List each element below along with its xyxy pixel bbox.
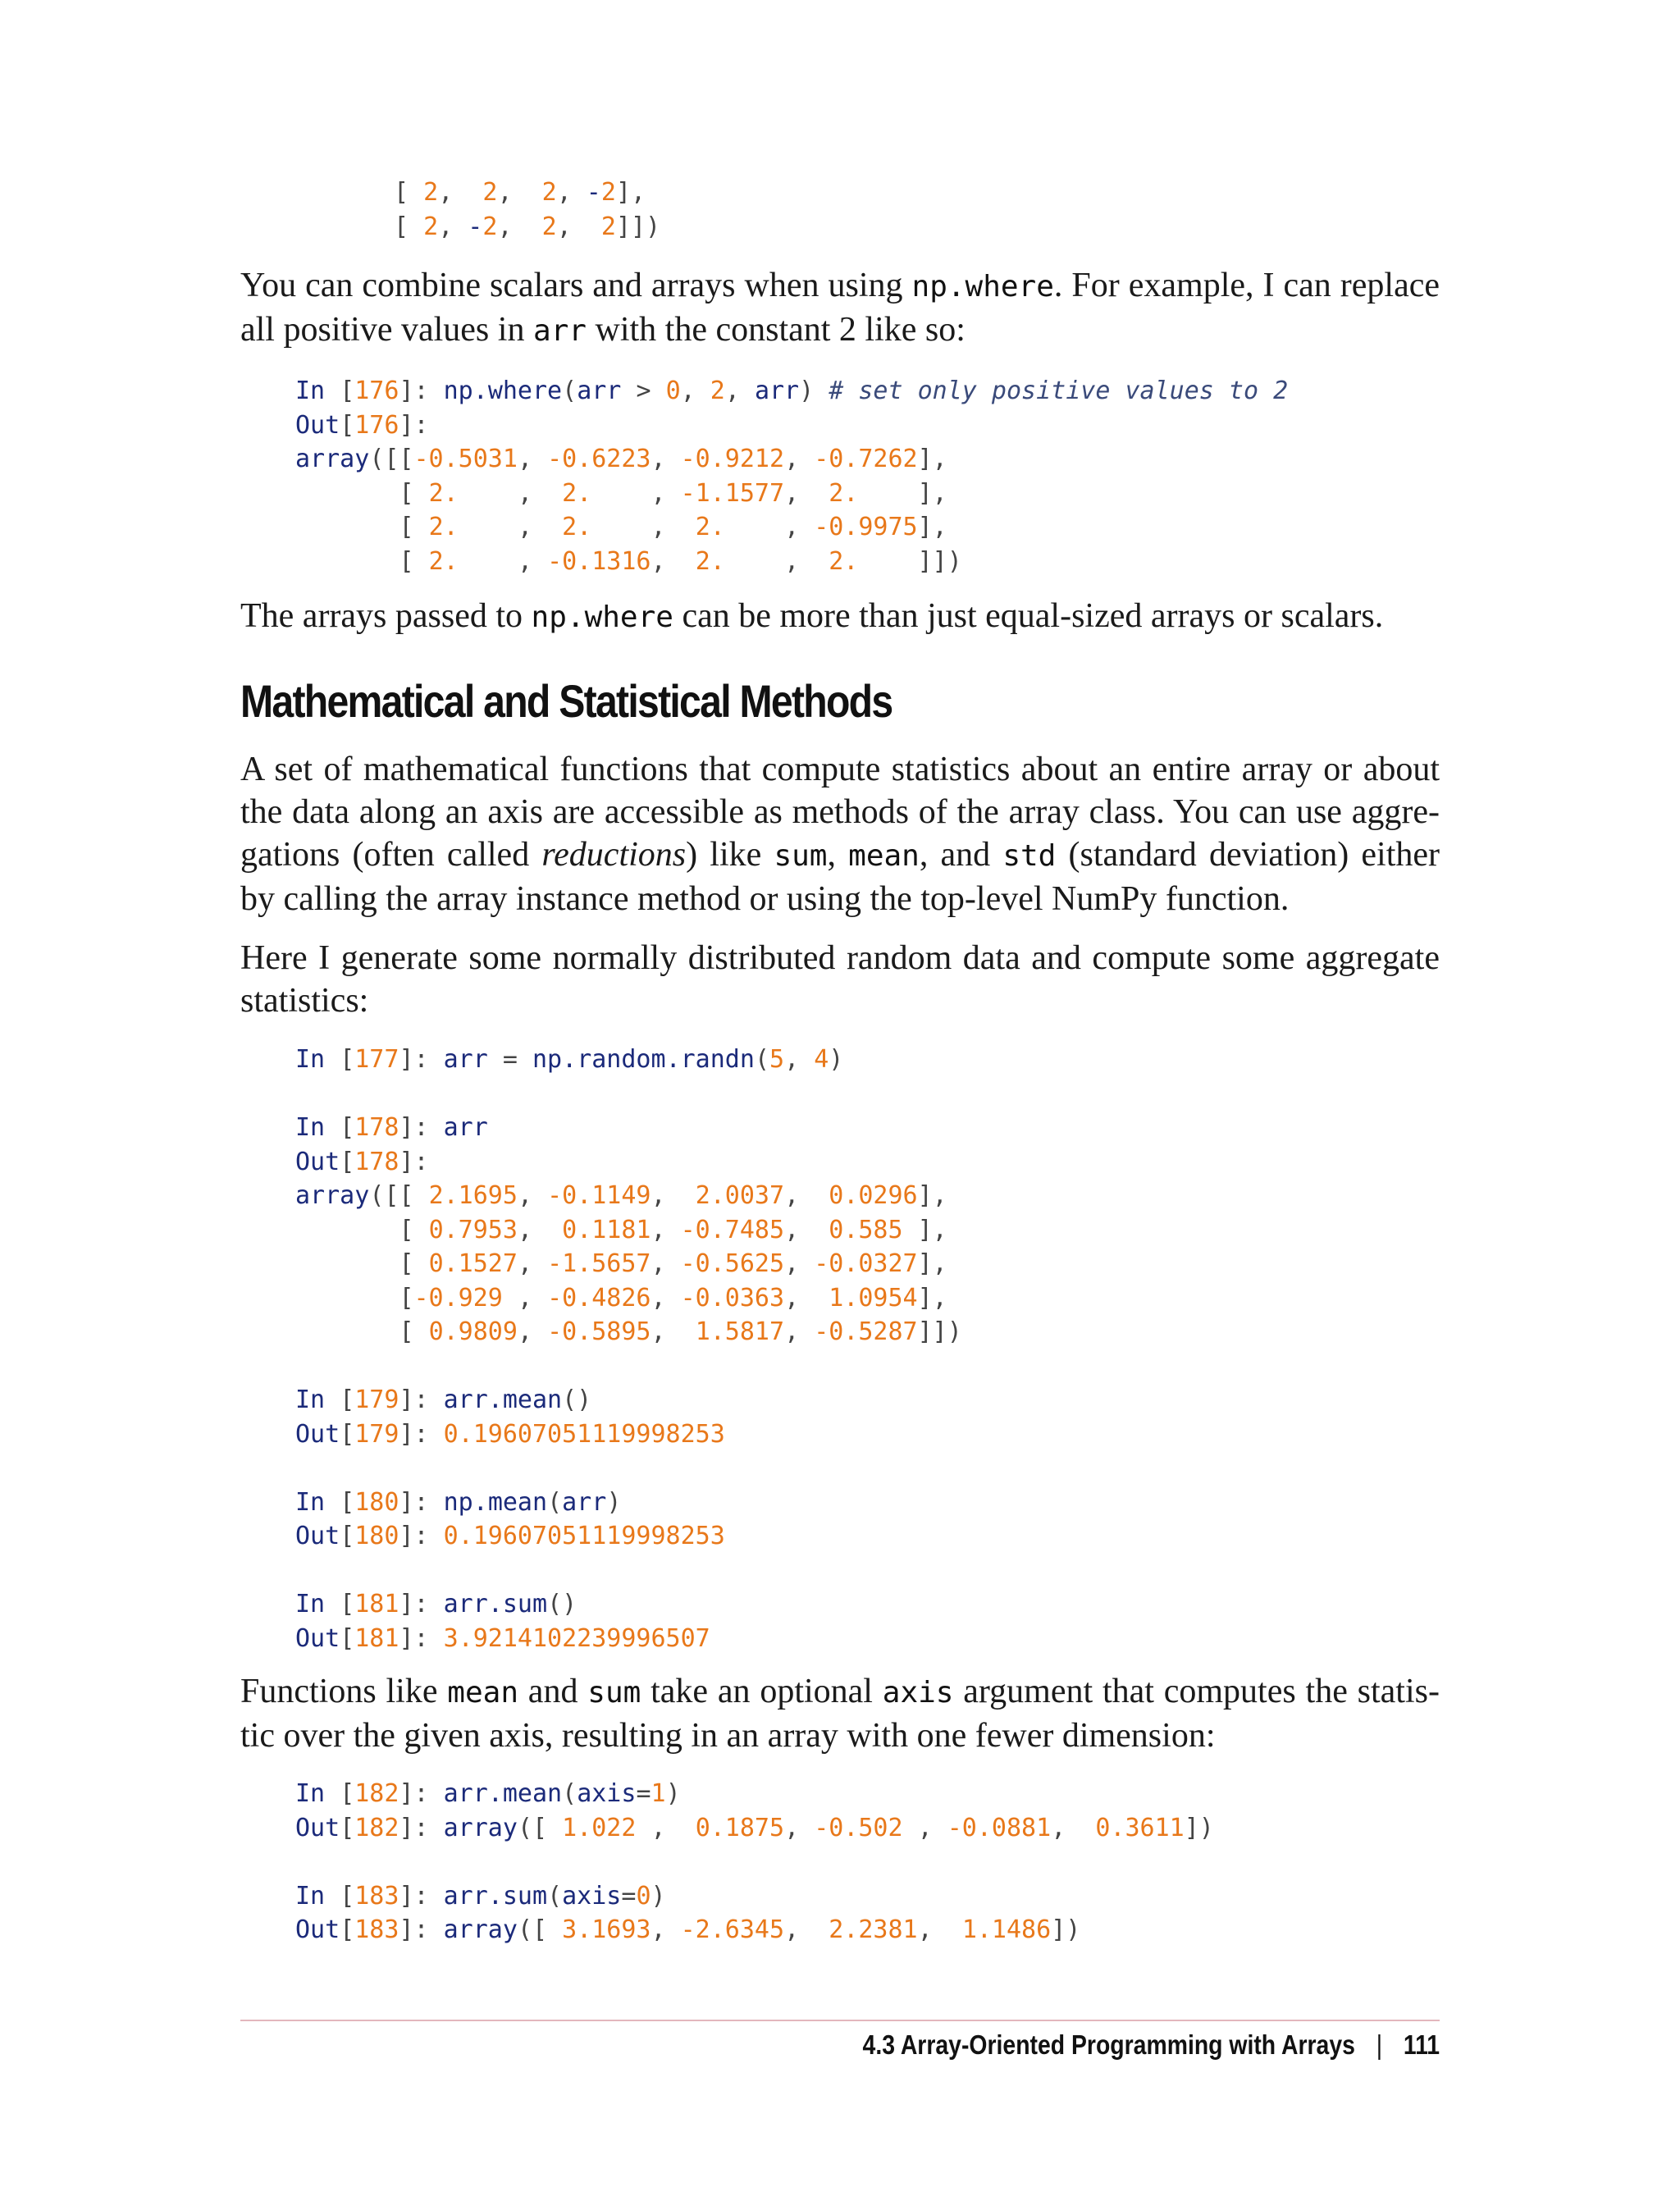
inline-code: std (1002, 839, 1057, 873)
inline-code: axis (882, 1676, 954, 1710)
code-line: In [183]: arr.sum(axis=0) (295, 1881, 666, 1911)
code-line: [ 2. , 2. , -1.1577, 2. ], (399, 478, 947, 508)
code-block-continuation (394, 176, 660, 244)
code-line: Out[183]: array([ 3.1693, -2.6345, 2.2381, 1.1486]) (295, 1915, 1081, 1944)
code-line (295, 1349, 962, 1384)
text-run: The arrays passed to (240, 597, 532, 635)
code-line: [ 2. , -0.1316, 2. , 2. ]]) (399, 546, 962, 576)
paragraph-where-args (240, 595, 1440, 639)
code-line: Out[182]: array([ 1.022 , 0.1875, -0.502 , -0.0881, 0.3611]) (295, 1813, 1214, 1842)
footer-divider (240, 2020, 1440, 2021)
code-line (295, 1845, 1214, 1879)
code-line: array([[-0.5031, -0.6223, -0.9212, -0.7262], (295, 445, 947, 473)
code-line: In [180]: np.mean(arr) (295, 1487, 622, 1517)
code-block-stats (295, 1043, 962, 1655)
code-line: Out[181]: 3.9214102239996507 (295, 1623, 710, 1653)
code-line: [ 0.1527, -1.5657, -0.5625, -0.0327], (399, 1249, 947, 1278)
code-line: Out[179]: 0.19607051119998253 (295, 1419, 725, 1449)
paragraph-axis-argument (240, 1670, 1440, 1757)
code-line: In [181]: arr.sum() (295, 1590, 578, 1618)
text-run: argument that computes the statistic over the given axis, resulting in an array with one fewer dimension: (240, 1673, 1440, 1755)
text-run: and (518, 1673, 588, 1710)
code-line: Out[176]: (295, 410, 429, 440)
paragraph-where-scalars (240, 264, 1440, 353)
code-line: [-0.929 , -0.4826, -0.0363, 1.0954], (399, 1283, 947, 1312)
paragraph-generate-data: Here I generate some normally distributed random data and compute some aggregate statistics: (240, 939, 1440, 1020)
code-line: [ 0.9809, -0.5895, 1.5817, -0.5287]]) (399, 1317, 962, 1346)
text-run: , and (919, 836, 1003, 874)
text-run: . For example, I can replace all positive values in (240, 267, 1440, 349)
code-line: In [176]: np.where(arr > 0, 2, arr) # set only positive values to 2 (295, 377, 1289, 405)
code-line (295, 1451, 962, 1486)
text-run: You can combine scalars and arrays when using (240, 267, 912, 304)
emphasis-text: reductions (541, 836, 687, 874)
section-heading: Mathematical and Statistical Methods (240, 675, 892, 727)
footer-separator: | (1376, 2029, 1382, 2060)
text-run: with the constant 2 like so: (586, 311, 966, 349)
page-number: 111 (1403, 2029, 1440, 2060)
code-line: In [177]: arr = np.random.randn(5, 4) (295, 1045, 844, 1074)
code-line: [ 0.7953, 0.1181, -0.7485, 0.585 ], (399, 1215, 947, 1244)
inline-code: sum (587, 1676, 641, 1710)
inline-code: sum (774, 839, 828, 873)
text-run: can be more than just equal-sized arrays or scalars. (673, 597, 1384, 635)
text-run: (standard deviation) either by calling the array instance method or using the top-level NumPy function. (240, 836, 1440, 918)
code-line (295, 1554, 962, 1588)
code-line: Out[180]: 0.19607051119998253 (295, 1522, 725, 1550)
code-line: [ 2, -2, 2, 2]]) (394, 212, 661, 241)
inline-code: np.where (911, 270, 1054, 304)
page-footer (862, 2029, 1440, 2061)
code-line: [ 2, 2, 2, -2], (394, 178, 646, 207)
text-run: take an optional (641, 1673, 883, 1710)
code-line: [ 2. , 2. , 2. , -0.9975], (399, 513, 947, 541)
footer-section-title: 4.3 Array-Oriented Programming with Arrays (862, 2029, 1355, 2060)
code-block-axis (295, 1777, 1214, 1947)
code-line: In [182]: arr.mean(axis=1) (295, 1779, 681, 1808)
text-run: Functions like (240, 1673, 448, 1710)
code-line: Out[178]: (295, 1147, 429, 1176)
code-block-where (295, 374, 1288, 578)
text-run: , (827, 836, 849, 874)
inline-code: mean (848, 839, 920, 873)
paragraph-math-methods (240, 748, 1440, 920)
code-line: In [179]: arr.mean() (295, 1386, 592, 1414)
inline-code: mean (447, 1676, 518, 1710)
inline-code: arr (532, 314, 587, 348)
code-line (295, 1077, 962, 1112)
code-line: array([[ 2.1695, -0.1149, 2.0037, 0.0296], (295, 1181, 947, 1210)
text-run: A set of mathematical functions that compute statistics about an entire array or about the data along an axis are accessible as methods of the array class. You can use aggregations (often called (240, 751, 1440, 874)
text-run: ) like (686, 836, 774, 874)
code-line: In [178]: arr (295, 1113, 488, 1142)
inline-code: np.where (531, 600, 673, 634)
